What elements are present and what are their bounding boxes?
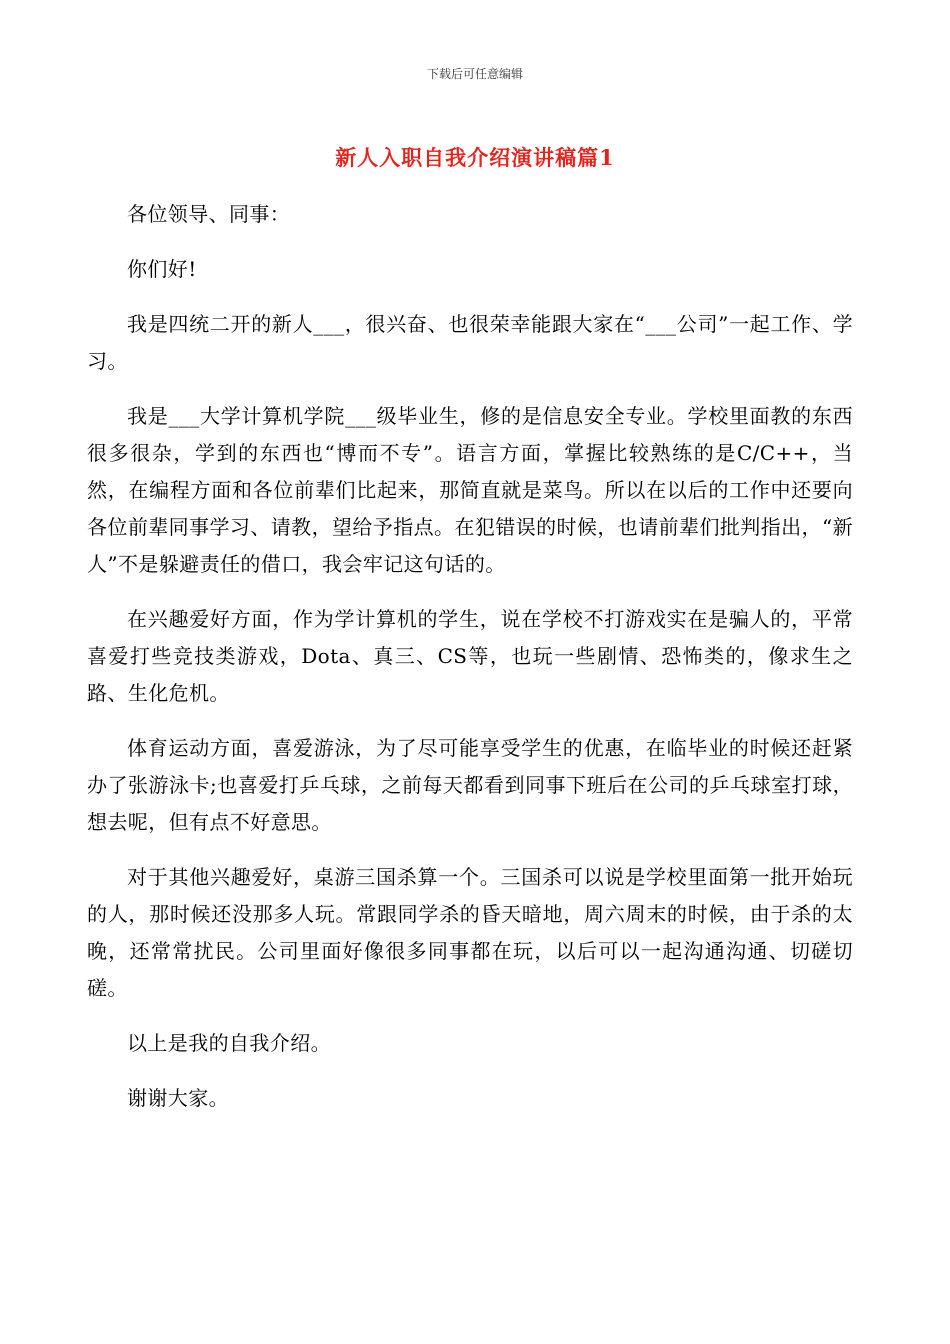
paragraph-education: 我是___大学计算机学院___级毕业生，修的是信息安全专业。学校里面教的东西很多很杂，学到的东西也“博而不专”。语言方面，掌握比较熟练的是C/C++，当然，在编程方面和各位前辈们比起来，那简直就是菜鸟。所以在以后的工作中还要向各位前辈同事学习、请教，望给予指点。在犯错误的时候，也请前辈们批判指出，“新人”不是躲避责任的借口，我会牢记这句话的。	[87, 404, 853, 576]
paragraph-greeting: 各位领导、同事：	[127, 202, 291, 226]
paragraph-other-hobbies: 对于其他兴趣爱好，桌游三国杀算一个。三国杀可以说是学校里面第一批开始玩的人，那时候还没那多人玩。常跟同学杀的昏天暗地，周六周末的时候，由于杀的太晚，还常常扰民。公司里面好像很多同事都在玩，以后可以一起沟通沟通、切磋切磋。	[87, 865, 853, 1000]
header-note: 下载后可任意编辑	[426, 67, 523, 81]
document-body	[87, 196, 853, 1135]
paragraph-closing: 以上是我的自我介绍。	[127, 1031, 331, 1055]
paragraph-intro: 我是四统二开的新人___，很兴奋、也很荣幸能跟大家在“___公司”一起工作、学习。	[87, 312, 853, 373]
paragraph-thanks: 谢谢大家。	[127, 1086, 229, 1110]
paragraph-hobbies: 在兴趣爱好方面，作为学计算机的学生，说在学校不打游戏实在是骗人的，平常喜爱打些竞技类游戏，Dota、真三、CS等，也玩一些剧情、恐怖类的，像求生之路、生化危机。	[87, 607, 853, 705]
document-title: 新人入职自我介绍演讲稿篇1	[335, 145, 615, 170]
paragraph-sports: 体育运动方面，喜爱游泳，为了尽可能享受学生的优惠，在临毕业的时候还赶紧办了张游泳卡;也喜爱打乒乓球，之前每天都看到同事下班后在公司的乒乓球室打球，想去呢，但有点不好意思。	[87, 736, 853, 834]
paragraph-hello: 你们好!	[127, 257, 197, 281]
